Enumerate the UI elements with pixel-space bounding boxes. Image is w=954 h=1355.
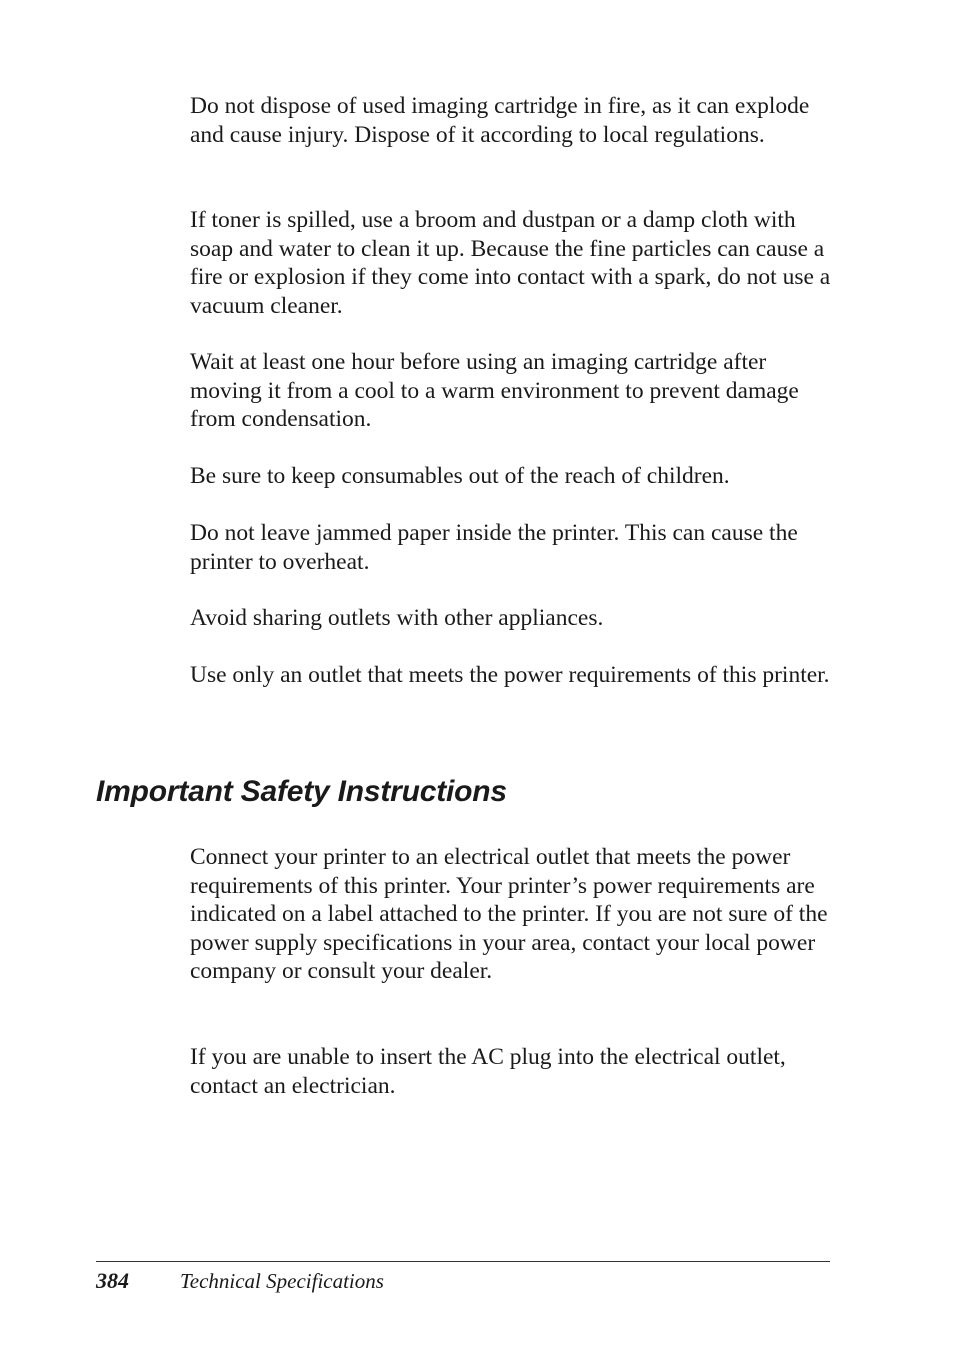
paragraph-children: Be sure to keep consumables out of the reach of children. [190, 463, 730, 489]
paragraph-sharing-outlets: Avoid sharing outlets with other appliances. [190, 605, 604, 631]
paragraph-connect-outlet: Connect your printer to an electrical outlet that meets the power requirements of this printer. Your printer’s power requirements are indicated on a label attached to the printer. If you are not sure of the power supply specifications in your area, contact your local power company or consult your dealer. [190, 844, 828, 985]
paragraph-toner-spill: If toner is spilled, use a broom and dustpan or a damp cloth with soap and water to clean it up. Because the fine particles can cause a fire or explosion if they come into contact with a spark, do not use a vacuum cleaner. [190, 207, 831, 319]
paragraph-jammed-paper: Do not leave jammed paper inside the printer. This can cause the printer to overheat. [190, 520, 798, 575]
footer-divider [96, 1261, 830, 1262]
paragraph-outlet-requirements: Use only an outlet that meets the power requirements of this printer. [190, 662, 830, 688]
paragraph-ac-plug: If you are unable to insert the AC plug into the electrical outlet, contact an electrician. [190, 1044, 786, 1099]
paragraph-condensation: Wait at least one hour before using an imaging cartridge after moving it from a cool to a warm environment to prevent damage from condensation. [190, 349, 799, 433]
page-number: 384 [96, 1268, 129, 1293]
paragraph-cartridge-disposal: Do not dispose of used imaging cartridge in fire, as it can explode and cause injury. Dispose of it according to local regulations. [190, 93, 810, 148]
section-heading: Important Safety Instructions [96, 775, 507, 808]
footer-title: Technical Specifications [180, 1269, 384, 1293]
